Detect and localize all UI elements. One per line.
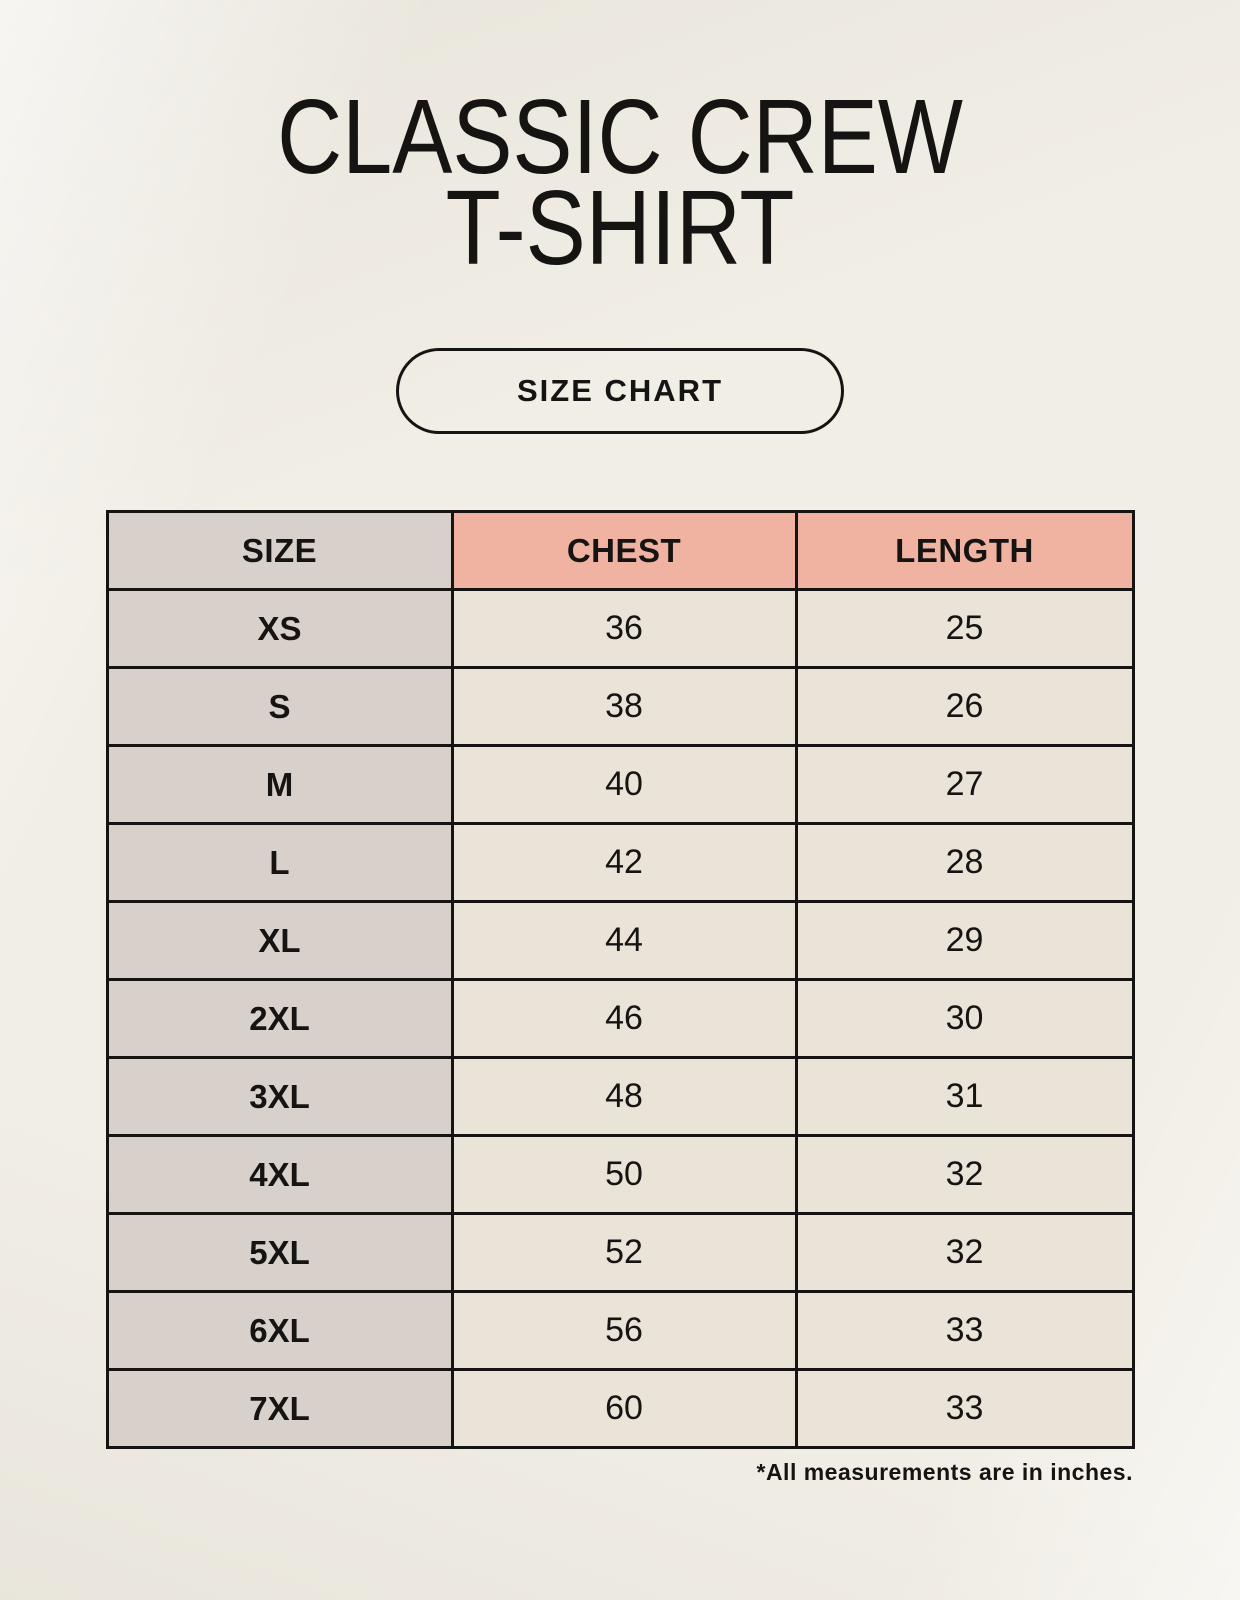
- measurements-footnote: *All measurements are in inches.: [756, 1459, 1133, 1486]
- chest-cell: 44: [452, 902, 796, 980]
- chest-cell: 42: [452, 824, 796, 902]
- column-header-chest: CHEST: [452, 512, 796, 590]
- table-row: [107, 1370, 1133, 1448]
- chest-cell: 40: [452, 746, 796, 824]
- column-header-size: SIZE: [107, 512, 452, 590]
- page-title-line-2: T-SHIRT: [445, 169, 795, 288]
- size-cell: XL: [107, 902, 452, 980]
- chest-cell: 48: [452, 1058, 796, 1136]
- length-cell: 29: [796, 902, 1133, 980]
- size-cell: 5XL: [107, 1214, 452, 1292]
- length-cell: 31: [796, 1058, 1133, 1136]
- size-cell: L: [107, 824, 452, 902]
- table-row: [107, 1136, 1133, 1214]
- size-cell: 3XL: [107, 1058, 452, 1136]
- table-row: [107, 668, 1133, 746]
- length-cell: 33: [796, 1370, 1133, 1448]
- page-title-line-1: CLASSIC CREW: [277, 78, 963, 196]
- page-title: [93, 0, 1147, 288]
- chest-cell: 36: [452, 590, 796, 668]
- column-header-length: LENGTH: [796, 512, 1133, 590]
- length-cell: 32: [796, 1214, 1133, 1292]
- table-row: [107, 746, 1133, 824]
- length-cell: 33: [796, 1292, 1133, 1370]
- table-body: [107, 590, 1133, 1448]
- size-cell: 2XL: [107, 980, 452, 1058]
- chest-cell: 56: [452, 1292, 796, 1370]
- table-row: [107, 902, 1133, 980]
- chest-cell: 50: [452, 1136, 796, 1214]
- size-chart-button-label: SIZE CHART: [517, 373, 723, 409]
- size-cell: 7XL: [107, 1370, 452, 1448]
- size-cell: S: [107, 668, 452, 746]
- size-cell: M: [107, 746, 452, 824]
- table-row: [107, 980, 1133, 1058]
- length-cell: 27: [796, 746, 1133, 824]
- length-cell: 25: [796, 590, 1133, 668]
- chest-cell: 52: [452, 1214, 796, 1292]
- length-cell: 32: [796, 1136, 1133, 1214]
- chest-cell: 38: [452, 668, 796, 746]
- size-cell: XS: [107, 590, 452, 668]
- size-chart-button[interactable]: [396, 348, 844, 434]
- length-cell: 26: [796, 668, 1133, 746]
- size-cell: 4XL: [107, 1136, 452, 1214]
- length-cell: 30: [796, 980, 1133, 1058]
- header-row: [107, 512, 1133, 590]
- table-row: [107, 1292, 1133, 1370]
- table-row: [107, 590, 1133, 668]
- chest-cell: 46: [452, 980, 796, 1058]
- table-row: [107, 1058, 1133, 1136]
- length-cell: 28: [796, 824, 1133, 902]
- size-cell: 6XL: [107, 1292, 452, 1370]
- table-row: [107, 824, 1133, 902]
- table-header: [107, 512, 1133, 590]
- table-row: [107, 1214, 1133, 1292]
- chest-cell: 60: [452, 1370, 796, 1448]
- size-chart-table: [106, 510, 1135, 1449]
